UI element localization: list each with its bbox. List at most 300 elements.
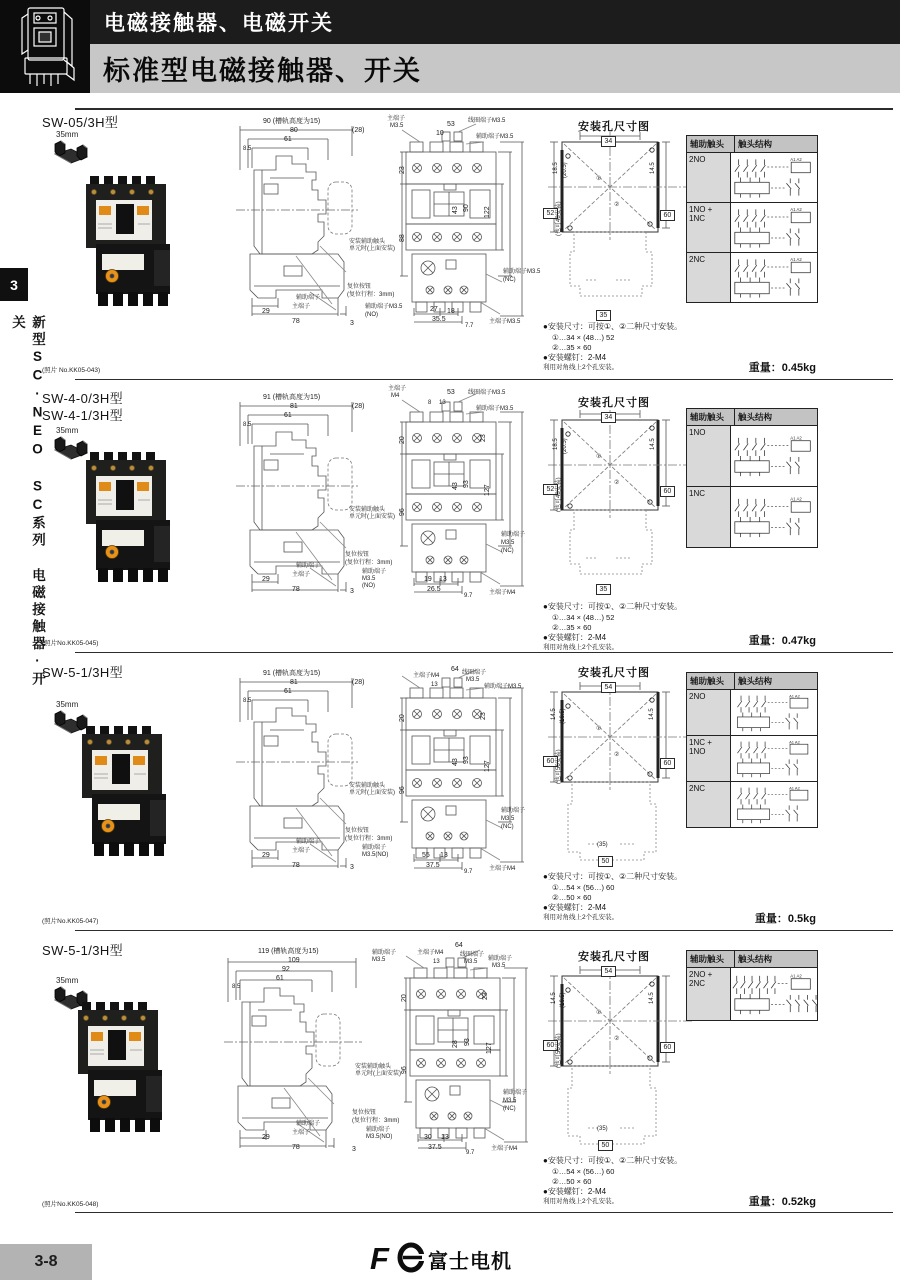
dim-label: 辅助端子 [296, 839, 321, 845]
dim-label: 60 [543, 756, 558, 767]
dim-label: 主端子M4 [489, 866, 516, 872]
note-line: ①…54 × (56…) 60 [552, 1166, 615, 1176]
dim-label: 20 [401, 994, 408, 1002]
dim-label: 8.5 [243, 422, 252, 428]
dim-label: 96 [399, 508, 406, 516]
contactor-photo [82, 174, 177, 309]
dim-label: 109 [288, 957, 300, 964]
dim-label: 10 [436, 130, 444, 137]
weight-line [712, 1193, 816, 1209]
dim-label: 14.5 [650, 162, 656, 174]
dim-label: M3.5 [362, 576, 376, 582]
dim-label: 14.5 [551, 708, 557, 720]
dim-label: 90 (槽轨高度为15) [263, 118, 321, 125]
note-line: ②…35 × 60 [552, 622, 592, 632]
aux-col1-header: 辅助触头 [687, 409, 735, 425]
dim-label: 单元时(上面安装) [349, 246, 395, 252]
aux-table-row [687, 253, 817, 302]
dim-label: 93 [464, 1038, 471, 1046]
contact-structure-cell [731, 426, 817, 486]
dim-label: (也可48安装) [556, 477, 562, 512]
contact-structure-schematic [731, 692, 817, 733]
dim-label: 52 [543, 208, 558, 219]
mounting-diagram-title: 安装孔尺寸图 [578, 121, 650, 133]
mounting-hole-diagram [546, 408, 696, 594]
svg-text:②: ② [614, 1036, 620, 1042]
dim-label: 8 [428, 400, 432, 406]
product-section [0, 936, 900, 1213]
svg-text:②: ② [614, 480, 620, 486]
aux-contact-table [686, 950, 818, 1021]
svg-text:A1 A2: A1 A2 [790, 207, 802, 213]
dim-label: 单元时(上面安装) [349, 514, 395, 520]
dim-label: 14.5 [650, 438, 656, 450]
aux-table-row [687, 968, 817, 1020]
dim-label: 辅助端子M3.5 [476, 406, 514, 412]
aux-table-header [687, 409, 817, 426]
dim-label: (28) [352, 679, 365, 686]
dim-label: 119 (槽轨高度为15) [258, 948, 319, 955]
dim-label: 50 [598, 1140, 613, 1151]
dim-label: 主端子 [388, 386, 407, 392]
photo-caption: (照片No.KK05-047) [42, 918, 99, 925]
dim-label: 122 [484, 206, 491, 218]
dim-label: 13 [439, 400, 446, 406]
dim-label: 81 [290, 403, 298, 410]
aux-contact-type: 1NO + 1NC [687, 203, 731, 252]
section-divider [75, 379, 893, 380]
aux-contact-type: 2NC [687, 782, 731, 827]
dim-label: (16.5) [560, 992, 566, 1008]
dim-label: 主端子 [292, 1130, 311, 1136]
front-view-drawing [400, 124, 530, 329]
dim-label: 复位按钮 [345, 828, 370, 834]
dim-label: (NO) [365, 312, 378, 318]
dim-label: 127 [484, 484, 491, 496]
dim-label: (复位行程：3mm) [345, 836, 393, 842]
dim-label: M3.5(NO) [366, 1134, 393, 1140]
dim-label: 93 [463, 756, 470, 764]
contactor-photo [78, 724, 173, 859]
dim-label: 7.7 [465, 323, 474, 329]
dim-label: M3.5 [464, 959, 478, 965]
dim-label: 54 [601, 682, 616, 693]
dim-label: M3.5 [372, 957, 386, 963]
dim-label: 辅助端子 [372, 950, 397, 956]
aux-col2-header: 触头结构 [738, 412, 773, 422]
dim-label: 9.7 [464, 869, 473, 875]
svg-text:A1 A2: A1 A2 [790, 496, 802, 502]
dim-label: M3.5 [466, 677, 480, 683]
svg-text:F: F [370, 1241, 389, 1276]
dim-label: 辅助端子M3.5 [365, 304, 403, 310]
dim-label: 19 [424, 576, 432, 583]
contact-structure-schematic [731, 971, 817, 1017]
dim-label: 26.5 [427, 586, 441, 593]
mounting-hole-diagram [546, 964, 696, 1150]
dim-label: 3 [352, 1146, 356, 1153]
svg-text:①: ① [596, 454, 602, 460]
photo-caption: (照片No.KK05-048) [42, 1201, 99, 1208]
dim-label: 8.5 [232, 984, 241, 990]
dim-label: 90 [463, 204, 470, 212]
dim-label: 54 [601, 966, 616, 977]
contact-structure-cell [731, 736, 817, 781]
mounting-notes [543, 872, 713, 923]
dim-label: 辅助端子M3.5 [484, 684, 522, 690]
dim-label: (NC) [503, 1106, 516, 1112]
contact-structure-schematic [731, 205, 817, 250]
aux-table-header [687, 136, 817, 153]
mounting-notes [543, 602, 713, 653]
contact-structure-schematic [731, 255, 817, 300]
dim-label: 安装辅助触头 [355, 1064, 392, 1070]
dim-label: 单元时(上面安装) [349, 790, 395, 796]
dim-label: 29 [262, 308, 270, 315]
weight-label: 重量： [748, 362, 782, 374]
dim-label: M3.5 [501, 816, 515, 822]
dim-label: 53 [447, 389, 455, 396]
aux-contact-type: 2NO + 2NC [687, 968, 731, 1020]
aux-contact-type: 1NC + 1NO [687, 736, 731, 781]
dim-label: M3.5 [390, 123, 404, 129]
dim-label: 安装辅助触头 [349, 783, 386, 789]
mounting-diagram-title: 安装孔尺寸图 [578, 951, 650, 963]
aux-contact-type: 1NC [687, 487, 731, 547]
dim-label: 52 [543, 484, 558, 495]
dim-label: 14.5 [551, 992, 557, 1004]
model-title: SW-4-0/3H型 [42, 391, 124, 406]
aux-table-row [687, 690, 817, 736]
aux-contact-table [686, 408, 818, 548]
dim-label: 78 [292, 318, 300, 325]
page-title: 标准型电磁接触器、开关 [103, 56, 422, 86]
page-number: 3-8 [0, 1244, 92, 1280]
contact-structure-cell [731, 153, 817, 202]
dim-label: (NO) [362, 583, 375, 589]
dim-label: 29 [262, 1134, 270, 1141]
dim-label: 辅助端子 [296, 1121, 321, 1127]
dim-label: 18.5 [553, 162, 559, 174]
din-rail-width-label: 35mm [56, 976, 79, 985]
product-section [0, 658, 900, 930]
aux-col2-header: 触头结构 [738, 139, 773, 149]
dim-label: 辅助端子 [366, 1127, 391, 1133]
dim-label: M3.5(NO) [362, 852, 389, 858]
dim-label: 35.5 [432, 316, 446, 323]
dim-label: 61 [276, 975, 284, 982]
weight-value: 0.5kg [787, 913, 816, 925]
dim-label: 64 [455, 942, 463, 949]
dim-label: 主端子M4 [491, 1146, 518, 1152]
dim-label: 3 [350, 320, 354, 327]
aux-contact-type: 2NO [687, 690, 731, 735]
dim-label: 辅助端子 [503, 1090, 528, 1096]
dim-label: 37.5 [428, 1144, 442, 1151]
dim-label: 50 [598, 856, 613, 867]
note-line: ●安装尺寸：可按①、②二种尺寸安装。 [543, 322, 683, 331]
dim-label: 安装辅助触头 [349, 507, 386, 513]
aux-contact-type: 1NO [687, 426, 731, 486]
dim-label: 9.7 [466, 1150, 475, 1156]
model-title: SW-05/3H型 [42, 115, 119, 130]
weight-label: 重量： [748, 635, 782, 647]
fuji-electric-logo-icon [370, 1241, 426, 1275]
note-line: 利用对角线上2个孔安装。 [543, 363, 619, 371]
dim-label: (也可48安装) [556, 201, 562, 236]
aux-col1-header: 辅助触头 [687, 673, 735, 689]
dim-label: 28 [452, 1040, 459, 1048]
dim-label: (也可56安装) [556, 749, 562, 784]
dim-label: (35) [597, 842, 608, 848]
aux-col2-header: 触头结构 [738, 676, 773, 686]
dim-label: 88 [399, 234, 406, 242]
dim-label: 96 [399, 786, 406, 794]
dim-label: 13 [433, 959, 440, 965]
dim-label: 8.5 [243, 146, 252, 152]
product-section [0, 386, 900, 652]
weight-value: 0.47kg [781, 635, 816, 647]
dim-label: 23 [480, 434, 487, 442]
mounting-diagram-title: 安装孔尺寸图 [578, 667, 650, 679]
din-rail-clip-icon [50, 139, 90, 167]
dim-label: 55 [422, 852, 430, 859]
dim-label: (28) [352, 127, 365, 134]
note-line: ●安装螺钉：2-M4 [543, 353, 607, 363]
svg-text:A1 A2: A1 A2 [790, 973, 802, 979]
dim-label: 29 [262, 852, 270, 859]
dim-label: 43 [452, 482, 459, 490]
weight-line [712, 359, 816, 375]
aux-contact-table [686, 672, 818, 828]
aux-table-header [687, 951, 817, 968]
dim-label: 78 [292, 586, 300, 593]
dim-label: 20 [399, 714, 406, 722]
dim-label: 8.5 [243, 698, 252, 704]
dim-label: M3.5 [501, 540, 515, 546]
aux-table-row [687, 736, 817, 782]
dim-label: 60 [543, 1040, 558, 1051]
dim-label: 复位按钮 [352, 1110, 377, 1116]
dim-label: 辅助端子 [296, 563, 321, 569]
dim-label: 辅助端子 [501, 532, 526, 538]
dim-label: (复位行程：3mm) [347, 292, 395, 298]
page-title-bar [90, 44, 900, 93]
dim-label: 43 [452, 206, 459, 214]
dim-label: 3 [350, 588, 354, 595]
front-view-drawing [404, 950, 534, 1155]
aux-col1-header: 辅助触头 [687, 136, 735, 152]
model-title: SW-4-1/3H型 [42, 408, 124, 423]
dim-label: 线圈端子M3.5 [468, 118, 506, 124]
svg-text:①: ① [596, 1010, 602, 1016]
dim-label: 13 [431, 682, 438, 688]
note-line: ●安装尺寸：可按①、②二种尺寸安装。 [543, 1156, 683, 1165]
dim-label: 线圈端子M3.5 [468, 390, 506, 396]
aux-table-row [687, 426, 817, 487]
dim-label: 61 [284, 688, 292, 695]
mounting-hole-diagram [546, 130, 696, 316]
note-line: 利用对角线上2个孔安装。 [543, 643, 619, 651]
weight-line [712, 910, 816, 926]
dim-label: 81 [290, 679, 298, 686]
note-line: ●安装螺钉：2-M4 [543, 903, 607, 913]
svg-text:A1 A2: A1 A2 [790, 157, 802, 163]
note-line: 利用对角线上2个孔安装。 [543, 1197, 619, 1205]
contact-structure-cell [731, 487, 817, 547]
contactor-photo [74, 1000, 169, 1135]
dim-label: 53 [447, 121, 455, 128]
contact-structure-cell [731, 203, 817, 252]
contact-structure-cell [731, 968, 817, 1020]
dim-label: 60 [660, 1042, 675, 1053]
dim-label: 单元时(上面安装) [355, 1071, 401, 1077]
dim-label: (NC) [503, 277, 516, 283]
dim-label: 安装辅助触头 [349, 239, 386, 245]
dim-label: 13 [439, 576, 447, 583]
side-view-drawing [240, 126, 354, 321]
mounting-notes [543, 322, 713, 373]
aux-contact-type: 2NC [687, 253, 731, 302]
aux-col1-header: 辅助触头 [687, 951, 735, 967]
din-rail-width-label: 35mm [56, 426, 79, 435]
dim-label: 127 [484, 760, 491, 772]
dim-label: 23 [480, 712, 487, 720]
din-rail-width-label: 35mm [56, 130, 79, 139]
contact-structure-schematic [731, 784, 817, 825]
contactor-photo [82, 450, 177, 585]
contact-structure-schematic [731, 494, 817, 540]
dim-label: 主端子M3.5 [489, 319, 521, 325]
dim-label: M3.5 [503, 1098, 517, 1104]
aux-table-header [687, 673, 817, 690]
catalog-title: 电磁接触器、电磁开关 [104, 12, 334, 35]
dim-label: 辅助端子 [296, 295, 321, 301]
contact-structure-cell [731, 253, 817, 302]
contact-structure-cell [731, 690, 817, 735]
photo-caption: (照片No.KK05-045) [42, 640, 99, 647]
note-line: ①…34 × (48…) 52 [552, 612, 615, 622]
mounting-notes [543, 1156, 713, 1207]
note-line: ●安装螺钉：2-M4 [543, 633, 607, 643]
note-line: ①…54 × (56…) 60 [552, 882, 615, 892]
dim-label: (NC) [501, 548, 514, 554]
model-title: SW-5-1/3H型 [42, 665, 124, 680]
contactor-line-art-icon [0, 0, 90, 93]
dim-label: (16.5) [560, 708, 566, 724]
dim-label: (复位行程：3mm) [352, 1118, 400, 1124]
weight-label: 重量： [748, 1196, 782, 1208]
note-line: ②…35 × 60 [552, 342, 592, 352]
dim-label: 61 [284, 412, 292, 419]
front-view-drawing [400, 670, 530, 875]
dim-label: 27 [430, 306, 438, 313]
dim-label: 78 [292, 1144, 300, 1151]
aux-col2-header: 触头结构 [738, 954, 773, 964]
dim-label: (也可56安装) [556, 1033, 562, 1068]
dim-label: 主端子 [292, 572, 311, 578]
dim-label: 辅助端子 [362, 845, 387, 851]
dim-label: 80 [290, 127, 298, 134]
dim-label: 13 [440, 852, 448, 859]
dim-label: 主端子 [387, 116, 406, 122]
product-section [0, 112, 900, 379]
model-title: SW-5-1/3H型 [42, 943, 124, 958]
side-view-drawing [228, 958, 358, 1153]
dim-label: 18.5 [553, 438, 559, 450]
dim-label: 61 [284, 136, 292, 143]
dim-label: 34 [601, 412, 616, 423]
mounting-hole-diagram [546, 680, 696, 866]
dim-label: 线圈端子 [460, 952, 485, 958]
svg-text:①: ① [596, 726, 602, 732]
svg-text:A1 A2: A1 A2 [790, 257, 802, 263]
header-contactor-logo [0, 0, 90, 93]
front-view-drawing [400, 394, 530, 599]
dim-label: 91 (槽轨高度为15) [263, 394, 321, 401]
dim-label: 辅助端子 [362, 569, 387, 575]
dim-label: (20.5) [562, 162, 568, 178]
svg-text:A1 A2: A1 A2 [789, 785, 800, 791]
chapter-tab: 3 [0, 268, 28, 301]
note-line: ●安装螺钉：2-M4 [543, 1187, 607, 1197]
dim-label: 主端子M4 [413, 673, 440, 679]
dim-label: 23 [482, 992, 489, 1000]
dim-label: 主端子 [292, 304, 311, 310]
dim-label: 复位按钮 [347, 284, 372, 290]
dim-label: 29 [262, 576, 270, 583]
mounting-diagram-title: 安装孔尺寸图 [578, 397, 650, 409]
svg-text:①: ① [596, 176, 602, 182]
dim-label: 主端子M4 [417, 950, 444, 956]
note-line: ①…34 × (48…) 52 [552, 332, 615, 342]
section-divider [75, 930, 893, 931]
note-line: ②…50 × 60 [552, 892, 592, 902]
catalog-title-bar [90, 0, 900, 44]
weight-line [712, 632, 816, 648]
contact-structure-schematic [731, 738, 817, 779]
aux-contact-table [686, 135, 818, 303]
dim-label: 线圈端子 [462, 670, 487, 676]
note-line: ②…50 × 60 [552, 1176, 592, 1186]
weight-value: 0.52kg [781, 1196, 816, 1208]
dim-label: 127 [486, 1042, 493, 1054]
dim-label: 辅助端子M3.5 [503, 269, 541, 275]
dim-label: (28) [352, 403, 365, 410]
header-rule [75, 108, 893, 110]
dim-label: 37.5 [426, 862, 440, 869]
dim-label: (35) [597, 1126, 608, 1132]
aux-contact-type: 2NO [687, 153, 731, 202]
dim-label: M3.5 [492, 963, 506, 969]
dim-label: 13 [441, 1134, 449, 1141]
svg-text:A1 A2: A1 A2 [790, 435, 802, 441]
contact-structure-cell [731, 782, 817, 827]
dim-label: (20.5) [562, 438, 568, 454]
dim-label: 复位按钮 [345, 552, 370, 558]
dim-label: 14.5 [649, 708, 655, 720]
note-line: 利用对角线上2个孔安装。 [543, 913, 619, 921]
dim-label: 96 [401, 1066, 408, 1074]
contact-structure-schematic [731, 155, 817, 200]
dim-label: 辅助端子M3.5 [476, 134, 514, 140]
sidebar-vertical-title: 新型SC·NEO SC系列 电磁接触器·开关 [10, 315, 45, 689]
dim-label: 23 [399, 166, 406, 174]
aux-table-row [687, 203, 817, 253]
dim-label: 35 [596, 584, 611, 595]
dim-label: 93 [463, 480, 470, 488]
dim-label: 60 [660, 758, 675, 769]
